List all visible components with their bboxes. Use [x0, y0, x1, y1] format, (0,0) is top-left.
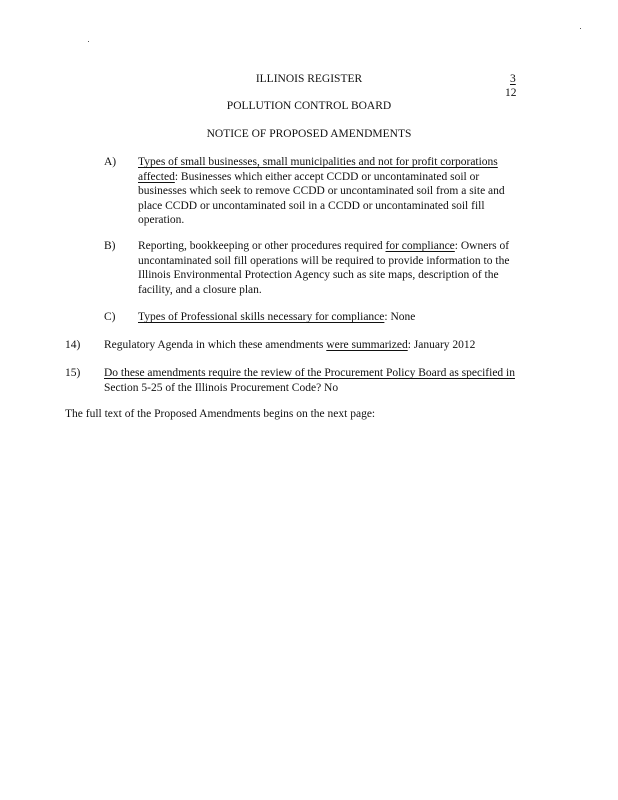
item-c-text: : None [384, 311, 416, 323]
item-15-heading: Do these amendments require the review of the Procurement Policy Board as specified in [104, 367, 515, 379]
item-14-text-before: Regulatory Agenda in which these amendments [104, 339, 327, 351]
scan-speck [88, 41, 89, 42]
item-15-paragraph [104, 366, 534, 395]
issue-number: 12 [505, 87, 517, 99]
register-title: ILLINOIS REGISTER [255, 73, 363, 85]
item-14-heading: were summarized [326, 339, 408, 351]
item-a-paragraph [138, 155, 522, 228]
item-14-text: : January 2012 [407, 339, 476, 351]
item-a-heading: Types of small businesses, small municipalities and not for profit corporations affected [138, 156, 498, 183]
item-c-paragraph [138, 310, 532, 325]
item-a-text: : Businesses which either accept CCDD or uncontaminated soil or businesses which seek to remove CCDD or uncontaminated soil from a site and place CCDD or uncontaminated soil in a CCDD or uncontaminated soil fill operation. [138, 170, 505, 226]
page-number: 3 [510, 73, 516, 85]
item-b-paragraph [138, 239, 532, 297]
item-c-heading: Types of Professional skills necessary for compliance [138, 311, 385, 323]
item-15-number: 15) [65, 367, 81, 379]
item-15-text: Section 5-25 of the Illinois Procurement Code? No [104, 381, 339, 394]
item-a-label: A) [104, 156, 117, 168]
item-b-text: : Owners of uncontaminated soil fill operations will be required to provide information to the Illinois Environmental Protection Agency such as site maps, description of the facility, and a closure plan. [138, 240, 510, 296]
item-b-label: B) [104, 240, 116, 252]
notice-title: NOTICE OF PROPOSED AMENDMENTS [206, 128, 412, 140]
next-page-note: The full text of the Proposed Amendments begins on the next page: [65, 408, 376, 420]
item-14-number: 14) [65, 339, 81, 351]
item-c-label: C) [104, 311, 116, 323]
item-b-heading: for compliance [385, 240, 455, 252]
item-b-text-before: Reporting, bookkeeping or other procedures required [138, 240, 386, 252]
agency-title: POLLUTION CONTROL BOARD [226, 100, 392, 112]
item-14-paragraph [104, 338, 534, 353]
scan-speck [580, 28, 581, 29]
